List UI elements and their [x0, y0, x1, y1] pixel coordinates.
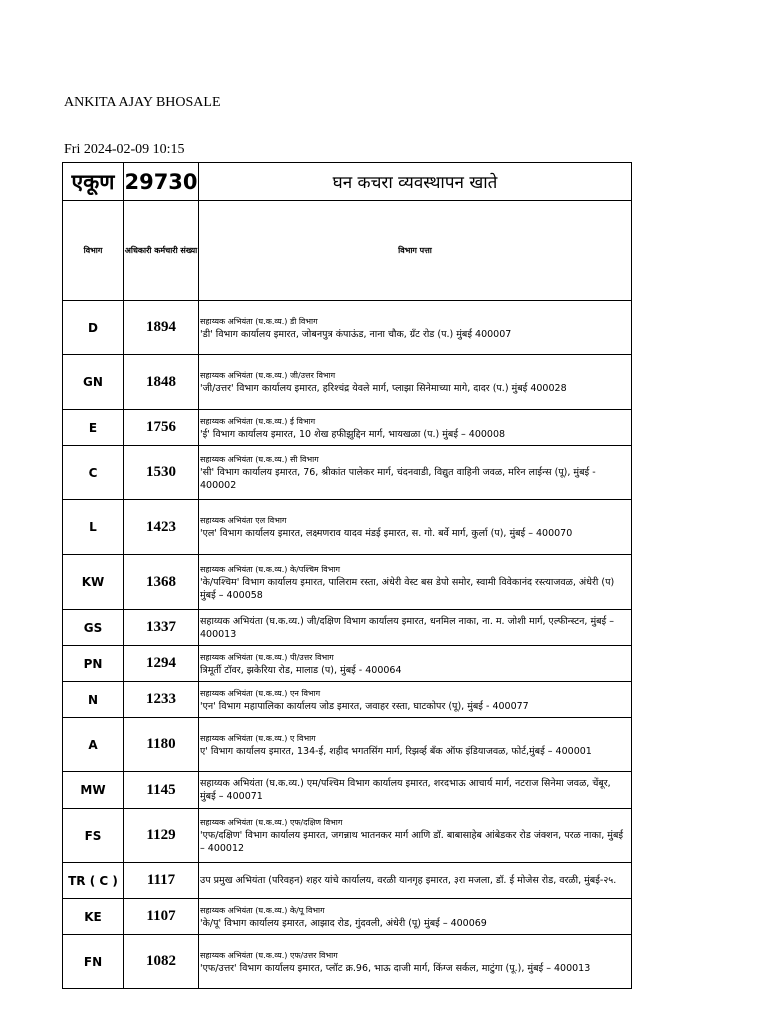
office-address: त्रिमूर्ती टॉवर, झकेरिया रोड, मालाड (प), मुंबई - 400064 [200, 664, 402, 676]
ward-code: A [63, 718, 124, 772]
ward-address [199, 863, 632, 899]
ward-address [199, 646, 632, 682]
ward-address [199, 410, 632, 446]
ward-code: C [63, 446, 124, 500]
staff-count: 1423 [124, 500, 199, 555]
table-row [63, 718, 632, 772]
office-address: 'सी' विभाग कार्यालय इमारत, 76, श्रीकांत पालेकर मार्ग, चंदनवाडी, विद्युत वाहिनी जवळ, मरिन लाईन्स (पू), मुंबई - 400002 [200, 467, 596, 491]
ward-address [199, 500, 632, 555]
officer-title: सहाय्यक अभियंता (घ.क.व्य.) ई विभाग [200, 416, 316, 426]
staff-count: 1129 [124, 809, 199, 863]
ward-code: L [63, 500, 124, 555]
header-address: विभाग पत्ता [199, 201, 632, 301]
staff-count: 1117 [124, 863, 199, 899]
table-row [63, 772, 632, 809]
table-row [63, 682, 632, 718]
office-address: 'डी' विभाग कार्यालय इमारत, जोबनपुत्र कंपाऊंड, नाना चौक, ग्रँट रोड (प.) मुंबई 400007 [200, 328, 512, 340]
office-address: 'के/पू' विभाग कार्यालय इमारत, आझाद रोड, गुंदवली, अंधेरी (पू) मुंबई – 400069 [200, 917, 487, 929]
staff-count: 1294 [124, 646, 199, 682]
staff-count: 1894 [124, 301, 199, 355]
office-address: 'एन' विभाग महापालिका कार्यालय जोड इमारत, जवाहर रस्ता, घाटकोपर (पू), मुंबई - 400077 [200, 700, 529, 712]
staff-count: 1107 [124, 899, 199, 935]
staff-count: 1530 [124, 446, 199, 500]
officer-title: सहाय्यक अभियंता (घ.क.व्य.) जी/उत्तर विभाग [200, 371, 336, 380]
ward-code: N [63, 682, 124, 718]
table-row [63, 809, 632, 863]
staff-count: 1082 [124, 935, 199, 989]
ward-code: FS [63, 809, 124, 863]
ward-code: E [63, 410, 124, 446]
staff-count: 1180 [124, 718, 199, 772]
total-label: एकूण [63, 163, 124, 201]
print-datetime: Fri 2024-02-09 10:15 [64, 142, 185, 157]
officer-title: सहाय्यक अभियंता (घ.क.व्य.) एन विभाग [200, 688, 321, 698]
ward-code: TR ( C ) [63, 863, 124, 899]
ward-code: MW [63, 772, 124, 809]
table-row [63, 410, 632, 446]
table-row [63, 646, 632, 682]
total-value: 29730 [124, 163, 199, 201]
table-row [63, 446, 632, 500]
officer-title: सहाय्यक अभियंता (घ.क.व्य.) के/पश्चिम विभाग [200, 564, 340, 574]
author-name: ANKITA AJAY BHOSALE [64, 95, 221, 110]
ward-address [199, 355, 632, 410]
officer-title: सहाय्यक अभियंता (घ.क.व्य.) ए विभाग [200, 733, 316, 743]
office-address: उप प्रमुख अभियंता (परिवहन) शहर यांचे कार्यालय, वरळी यानगृह इमारत, ३रा मजला, डॉ. ई मोजेस रोड, वरळी, मुंबई-२५. [200, 875, 617, 886]
officer-title: सहाय्यक अभियंता (घ.क.व्य.) एफ/दक्षिण विभाग [200, 818, 343, 827]
office-address: 'ई' विभाग कार्यालय इमारत, 10 शेख हफीझुद्दिन मार्ग, भायखळा (प.) मुंबई – 400008 [200, 428, 506, 440]
header-row [63, 201, 632, 301]
staff-count: 1145 [124, 772, 199, 809]
officer-title: सहाय्यक अभियंता (घ.क.व्य.) सी विभाग [200, 455, 319, 464]
ward-address [199, 809, 632, 863]
staff-count: 1337 [124, 610, 199, 646]
table-row [63, 500, 632, 555]
table-row [63, 555, 632, 610]
table-row [63, 863, 632, 899]
ward-code: GS [63, 610, 124, 646]
ward-code: KW [63, 555, 124, 610]
office-address: 'के/पश्चिम' विभाग कार्यालय इमारत, पालिराम रस्ता, अंधेरी वेस्ट बस डेपो समोर, स्वामी विवेकानंद रस्त्याजवळ, अंधेरी (प) मुंबई – 400058 [200, 576, 615, 601]
ward-address [199, 718, 632, 772]
officer-title: सहाय्यक अभियंता (घ.क.व्य.) पी/उत्तर विभाग [200, 652, 334, 662]
ward-code: FN [63, 935, 124, 989]
ward-address [199, 555, 632, 610]
officer-title: सहाय्यक अभियंता एल विभाग [200, 516, 287, 525]
ward-code: KE [63, 899, 124, 935]
ward-address [199, 682, 632, 718]
office-address: सहाय्यक अभियंता (घ.क.व्य.) एम/पश्चिम विभाग कार्यालय इमारत, शरदभाऊ आचार्य मार्ग, नटराज सिनेमा जवळ, चेंबूर, मुंबई – 400071 [200, 778, 611, 802]
officer-title: सहाय्यक अभियंता (घ.क.व्य.) डी विभाग [200, 316, 318, 326]
ward-code: PN [63, 646, 124, 682]
table-row [63, 355, 632, 410]
header-staff-count: अधिकारी कर्मचारी संख्या [124, 201, 199, 301]
header-ward: विभाग [63, 201, 124, 301]
officer-title: सहाय्यक अभियंता (घ.क.व्य.) के/पू विभाग [200, 905, 325, 915]
staff-count: 1848 [124, 355, 199, 410]
ward-code: GN [63, 355, 124, 410]
office-address: 'जी/उत्तर' विभाग कार्यालय इमारत, हरिश्चंद्र येवले मार्ग, प्लाझा सिनेमाच्या मागे, दादर (प.) मुंबई 400028 [200, 383, 567, 394]
staff-count: 1368 [124, 555, 199, 610]
office-address: 'एफ/उत्तर' विभाग कार्यालय इमारत, प्लॉट क्र.96, भाऊ दाजी मार्ग, किंग्ज सर्कल, माटुंगा (पू.), मुंबई – 400013 [200, 962, 591, 974]
office-address: सहाय्यक अभियंता (घ.क.व्य.) जी/दक्षिण विभाग कार्यालय इमारत, धनमिल नाका, ना. म. जोशी मार्ग, एल्फीन्स्टन, मुंबई – 400013 [200, 615, 614, 640]
office-address: 'एफ/दक्षिण' विभाग कार्यालय इमारत, जगन्नाथ भातनकर मार्ग आणि डॉ. बाबासाहेब आंबेडकर रोड जंक्शन, परळ नाका, मुंबई – 400012 [200, 830, 624, 854]
ward-address [199, 610, 632, 646]
table-row [63, 899, 632, 935]
ward-address [199, 446, 632, 500]
table-row [63, 610, 632, 646]
total-row [63, 163, 632, 201]
ward-address [199, 301, 632, 355]
office-address: 'एल' विभाग कार्यालय इमारत, लक्ष्मणराव यादव मंडई इमारत, स. गो. बर्वे मार्ग, कुर्ला (प), मुंबई – 400070 [200, 528, 573, 539]
ward-staff-table [62, 162, 632, 989]
office-address: ए' विभाग कार्यालय इमारत, 134-ई, शहीद भगतसिंग मार्ग, रिझर्व्ह बँक ऑफ इंडियाजवळ, फोर्ट,मुंबई – 400001 [200, 745, 592, 757]
ward-address [199, 899, 632, 935]
table-row [63, 301, 632, 355]
ward-code: D [63, 301, 124, 355]
ward-address [199, 772, 632, 809]
staff-count: 1756 [124, 410, 199, 446]
officer-title: सहाय्यक अभियंता (घ.क.व्य.) एफ/उत्तर विभाग [200, 950, 338, 960]
ward-address [199, 935, 632, 989]
department-title: घन कचरा व्यवस्थापन खाते [199, 163, 632, 201]
table-row [63, 935, 632, 989]
staff-count: 1233 [124, 682, 199, 718]
